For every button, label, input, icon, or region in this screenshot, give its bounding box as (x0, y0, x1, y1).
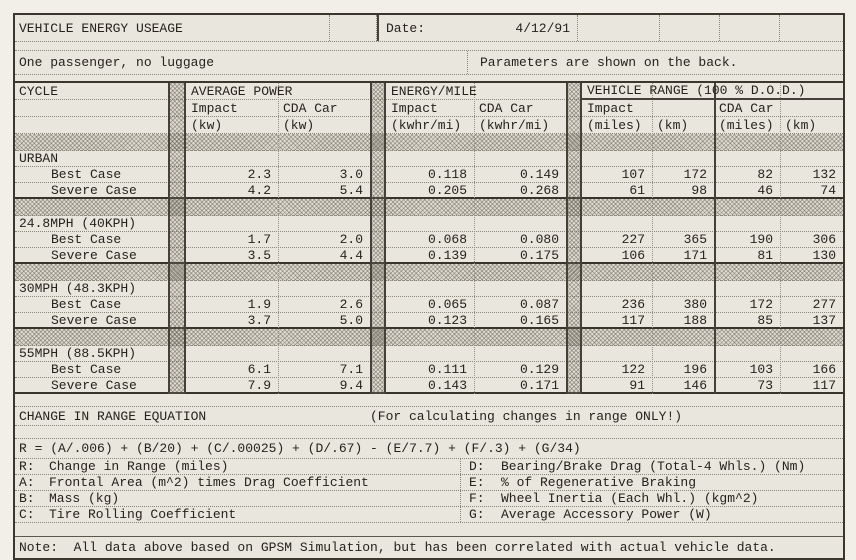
legend-label: Average Accessory Power (W) (501, 507, 712, 522)
value-cell: 0.139 (427, 248, 467, 263)
header-sub-row (15, 100, 843, 117)
row-label: Severe Case (51, 378, 137, 393)
value-cell: 0.268 (519, 183, 559, 198)
legend-item (15, 459, 460, 474)
legend-key: C: (19, 507, 35, 522)
legend-key: B: (19, 491, 35, 506)
unit-kwhr-mi: (kwhr/mi) (391, 117, 462, 133)
hatch-column-separator (168, 83, 186, 394)
legend-key: D: (469, 459, 485, 474)
table-row (15, 248, 843, 264)
row-label: Severe Case (51, 248, 137, 263)
section-header-row (15, 151, 843, 167)
value-cell: 74 (820, 183, 836, 198)
value-cell: 137 (812, 313, 836, 328)
legend-label: Frontal Area (m^2) times Drag Coefficient (49, 475, 369, 490)
hatch-row-separator (15, 264, 843, 281)
value-cell: 91 (629, 378, 645, 393)
unit-kw: (kw) (283, 117, 315, 133)
passenger-note: One passenger, no luggage (19, 55, 215, 70)
legend-label: Mass (kg) (49, 491, 120, 506)
spacer-row (15, 42, 843, 51)
col-header-cycle: CYCLE (19, 84, 59, 99)
value-cell: 46 (757, 183, 773, 198)
unit-miles: (miles) (587, 117, 642, 133)
table-row (15, 313, 843, 329)
col-group-average-power: AVERAGE POWER (191, 84, 293, 99)
spacer-row (15, 394, 843, 407)
hatch-row-separator (15, 199, 843, 216)
value-cell: 9.4 (339, 378, 363, 393)
table-row (15, 232, 843, 248)
value-cell: 117 (812, 378, 836, 393)
value-cell: 2.6 (339, 297, 363, 312)
hatch-row-separator (15, 329, 843, 346)
legend-label: Bearing/Brake Drag (Total-4 Whls.) (Nm) (501, 459, 806, 474)
value-cell: 3.7 (247, 313, 271, 328)
value-cell: 190 (749, 232, 773, 247)
value-cell: 365 (683, 232, 707, 247)
value-cell: 0.068 (427, 232, 467, 247)
legend-key: F: (469, 491, 485, 506)
unit-km: (km) (657, 117, 689, 133)
row-label: Best Case (51, 362, 122, 377)
value-cell: 188 (683, 313, 707, 328)
value-cell: 103 (749, 362, 773, 377)
value-cell: 0.143 (427, 378, 467, 393)
value-cell: 1.7 (247, 232, 271, 247)
unit-km: (km) (785, 117, 817, 133)
value-cell: 171 (683, 248, 707, 263)
value-cell: 0.205 (427, 183, 467, 198)
value-cell: 172 (749, 297, 773, 312)
section-label: URBAN (19, 151, 59, 166)
range-equation: R = (A/.006) + (B/20) + (C/.00025) + (D/.67) - (E/7.7) + (F/.3) + (G/34) (15, 439, 843, 459)
value-cell: 3.0 (339, 167, 363, 182)
value-cell: 4.2 (247, 183, 271, 198)
header-units-row (15, 117, 843, 134)
legend-item (15, 491, 460, 506)
date-label: Date: (377, 15, 465, 41)
energy-table (15, 81, 843, 394)
legend-item (15, 475, 460, 490)
value-cell: 0.080 (519, 232, 559, 247)
value-cell: 236 (621, 297, 645, 312)
unit-kw: (kw) (191, 117, 223, 133)
legend-label: Wheel Inertia (Each Whl.) (kgm^2) (501, 491, 759, 506)
col-header-cda-car: CDA Car (283, 100, 338, 116)
value-cell: 107 (621, 167, 645, 182)
legend-key: A: (19, 475, 35, 490)
value-cell: 3.5 (247, 248, 271, 263)
table-row (15, 167, 843, 183)
table-row (15, 183, 843, 199)
section-header-row (15, 346, 843, 362)
value-cell: 98 (691, 183, 707, 198)
table-row (15, 378, 843, 394)
col-header-impact: Impact (587, 100, 634, 116)
value-cell: 85 (757, 313, 773, 328)
legend-row (15, 491, 843, 507)
legend-item (460, 491, 843, 506)
legend-key: R: (19, 459, 35, 474)
header-group-row (15, 83, 843, 100)
value-cell: 0.111 (427, 362, 467, 377)
value-cell: 6.1 (247, 362, 271, 377)
empty-cell (780, 15, 843, 41)
legend-row (15, 459, 843, 475)
section-label: 55MPH (88.5KPH) (19, 346, 137, 361)
legend-key: E: (469, 475, 485, 490)
col-header-impact: Impact (191, 100, 238, 116)
legend-label: % of Regenerative Braking (501, 475, 697, 490)
value-cell: 380 (683, 297, 707, 312)
value-cell: 0.118 (427, 167, 467, 182)
empty-cell (660, 15, 720, 41)
equation-title-row (15, 407, 843, 426)
empty-cell (720, 15, 780, 41)
value-cell: 0.123 (427, 313, 467, 328)
value-cell: 82 (757, 167, 773, 182)
equation-title: CHANGE IN RANGE EQUATION (19, 408, 207, 424)
spacer-row (15, 426, 843, 439)
value-cell: 122 (621, 362, 645, 377)
footnote: Note: All data above based on GPSM Simulation, but has been correlated with actual vehicle data. (19, 540, 776, 555)
table-row (15, 297, 843, 313)
legend-item (460, 459, 843, 474)
value-cell: 7.9 (247, 378, 271, 393)
value-cell: 2.3 (247, 167, 271, 182)
date-value: 4/12/91 (465, 15, 578, 41)
row-label: Severe Case (51, 183, 137, 198)
value-cell: 106 (621, 248, 645, 263)
col-header-cda-car: CDA Car (479, 100, 534, 116)
spacer-row (15, 523, 843, 537)
value-cell: 0.087 (519, 297, 559, 312)
section-label: 30MPH (48.3KPH) (19, 281, 137, 296)
col-header-cda-car: CDA Car (719, 100, 774, 116)
value-cell: 0.149 (519, 167, 559, 182)
value-cell: 166 (812, 362, 836, 377)
title-row (15, 15, 843, 42)
value-cell: 0.171 (519, 378, 559, 393)
legend-item (460, 475, 843, 490)
value-cell: 5.4 (339, 183, 363, 198)
col-header-impact: Impact (391, 100, 438, 116)
value-cell: 7.1 (339, 362, 363, 377)
value-cell: 227 (621, 232, 645, 247)
row-label: Severe Case (51, 313, 137, 328)
value-cell: 1.9 (247, 297, 271, 312)
row-label: Best Case (51, 167, 122, 182)
subtitle-row (15, 51, 843, 75)
hatch-column-separator (566, 83, 582, 394)
row-label: Best Case (51, 232, 122, 247)
unit-miles: (miles) (719, 117, 774, 133)
section-header-row (15, 216, 843, 232)
hatch-column-separator (370, 83, 386, 394)
value-cell: 146 (683, 378, 707, 393)
legend-row (15, 475, 843, 491)
legend-key: G: (469, 507, 485, 522)
value-cell: 0.065 (427, 297, 467, 312)
value-cell: 117 (621, 313, 645, 328)
equation-note: (For calculating changes in range ONLY!) (370, 408, 683, 424)
value-cell: 0.165 (519, 313, 559, 328)
value-cell: 73 (757, 378, 773, 393)
legend-item (15, 507, 460, 522)
value-cell: 196 (683, 362, 707, 377)
legend-item (460, 507, 843, 522)
col-group-vehicle-range: VEHICLE RANGE (100 % D.O.D.) (582, 83, 843, 100)
value-cell: 5.0 (339, 313, 363, 328)
row-label: Best Case (51, 297, 122, 312)
table-row (15, 362, 843, 378)
parameters-note: Parameters are shown on the back. (467, 51, 843, 74)
empty-cell (578, 15, 660, 41)
page-title: VEHICLE ENERGY USEAGE (15, 15, 330, 41)
value-cell: 81 (757, 248, 773, 263)
value-cell: 172 (683, 167, 707, 182)
section-label: 24.8MPH (40KPH) (19, 216, 137, 231)
value-cell: 4.4 (339, 248, 363, 263)
col-group-energy-mile: ENERGY/MILE (391, 84, 477, 99)
hatch-row-separator (15, 134, 843, 151)
section-header-row (15, 281, 843, 297)
legend-row (15, 507, 843, 523)
value-cell: 132 (812, 167, 836, 182)
unit-kwhr-mi: (kwhr/mi) (479, 117, 550, 133)
empty-cell (330, 15, 377, 41)
value-cell: 130 (812, 248, 836, 263)
value-cell: 61 (629, 183, 645, 198)
value-cell: 0.129 (519, 362, 559, 377)
scanned-worksheet (13, 13, 845, 560)
legend-label: Change in Range (miles) (49, 459, 229, 474)
value-cell: 277 (812, 297, 836, 312)
value-cell: 2.0 (339, 232, 363, 247)
value-cell: 306 (812, 232, 836, 247)
legend-label: Tire Rolling Coefficient (49, 507, 237, 522)
value-cell: 0.175 (519, 248, 559, 263)
